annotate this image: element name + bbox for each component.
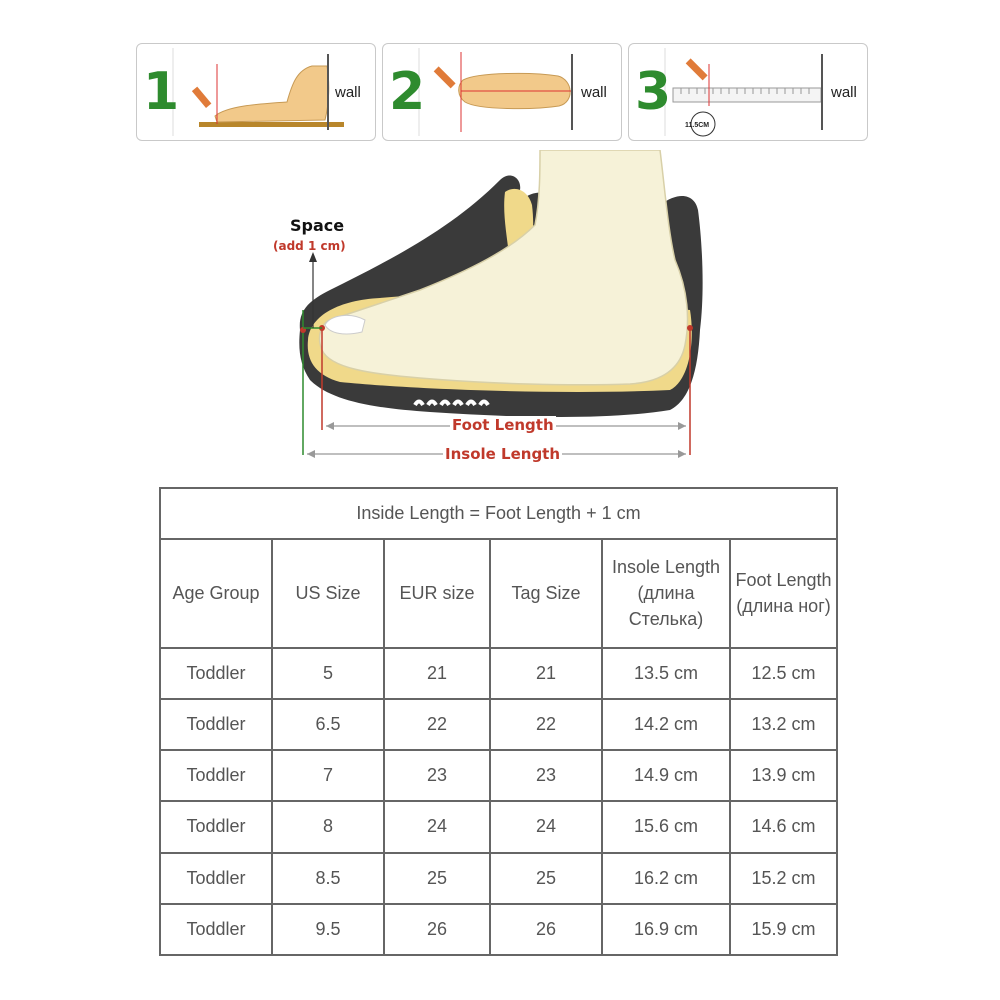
space-note: (add 1 cm) (273, 239, 346, 253)
cell-insole-length: 13.5 cm (602, 648, 730, 699)
cell-foot-length: 13.9 cm (730, 750, 837, 801)
cell-insole-length: 15.6 cm (602, 801, 730, 852)
cell-eur-size: 21 (384, 648, 490, 699)
table-row (160, 699, 837, 750)
cell-age-group: Toddler (160, 904, 272, 955)
cell-us-size: 8.5 (272, 853, 384, 904)
step-number: 3 (635, 62, 672, 122)
step-3-panel (628, 43, 868, 141)
cell-insole-length: 16.2 cm (602, 853, 730, 904)
wall-label: wall (831, 84, 857, 101)
cell-foot-length: 13.2 cm (730, 699, 837, 750)
cell-us-size: 8 (272, 801, 384, 852)
step-1-panel (136, 43, 376, 141)
cell-foot-length: 15.9 cm (730, 904, 837, 955)
cell-tag-size: 21 (490, 648, 602, 699)
step-number: 1 (143, 62, 180, 122)
measure-label: 11.5CM (685, 122, 710, 129)
insole-length-label: Insole Length (445, 445, 561, 463)
cell-eur-size: 22 (384, 699, 490, 750)
cell-age-group: Toddler (160, 699, 272, 750)
table-row (160, 648, 837, 699)
table-row (160, 801, 837, 852)
header-age-group: Age Group (160, 539, 272, 647)
header-tag-size: Tag Size (490, 539, 602, 647)
cell-insole-length: 14.9 cm (602, 750, 730, 801)
step-2-panel (382, 43, 622, 141)
cell-tag-size: 22 (490, 699, 602, 750)
cell-us-size: 9.5 (272, 904, 384, 955)
cell-insole-length: 16.9 cm (602, 904, 730, 955)
cell-foot-length: 12.5 cm (730, 648, 837, 699)
header-eur-size: EUR size (384, 539, 490, 647)
header-foot-length (730, 539, 837, 647)
header-foot-line2: (длина ног) (736, 596, 831, 617)
cell-age-group: Toddler (160, 801, 272, 852)
pencil-icon (434, 66, 456, 88)
step-number: 2 (389, 62, 426, 122)
table-row (160, 853, 837, 904)
cell-age-group: Toddler (160, 853, 272, 904)
cell-tag-size: 25 (490, 853, 602, 904)
header-us-size: US Size (272, 539, 384, 647)
header-insole-line2: (длина (637, 583, 695, 604)
table-title-row (160, 488, 837, 539)
foot-length-label: Foot Length (452, 416, 554, 434)
cell-age-group: Toddler (160, 750, 272, 801)
cell-tag-size: 26 (490, 904, 602, 955)
cell-tag-size: 24 (490, 801, 602, 852)
cell-us-size: 5 (272, 648, 384, 699)
wall-label: wall (581, 84, 607, 101)
header-foot-line1: Foot Length (735, 570, 832, 591)
table-header-row (160, 539, 837, 647)
cell-eur-size: 26 (384, 904, 490, 955)
cell-eur-size: 23 (384, 750, 490, 801)
wall-label: wall (335, 84, 361, 101)
cell-tag-size: 23 (490, 750, 602, 801)
cell-us-size: 6.5 (272, 699, 384, 750)
table-row (160, 750, 837, 801)
cell-us-size: 7 (272, 750, 384, 801)
cell-age-group: Toddler (160, 648, 272, 699)
pencil-icon (192, 87, 212, 108)
header-insole-length (602, 539, 730, 647)
cell-foot-length: 15.2 cm (730, 853, 837, 904)
cell-eur-size: 25 (384, 853, 490, 904)
cell-eur-size: 24 (384, 801, 490, 852)
pencil-icon (686, 58, 708, 80)
table-row (160, 904, 837, 955)
table-title: Inside Length = Foot Length + 1 cm (160, 488, 837, 539)
size-chart-table (159, 487, 838, 956)
header-insole-line1: Insole Length (611, 557, 721, 578)
header-insole-line3: Стелька) (628, 609, 704, 630)
cell-foot-length: 14.6 cm (730, 801, 837, 852)
cell-insole-length: 14.2 cm (602, 699, 730, 750)
space-label: Space (290, 216, 345, 235)
